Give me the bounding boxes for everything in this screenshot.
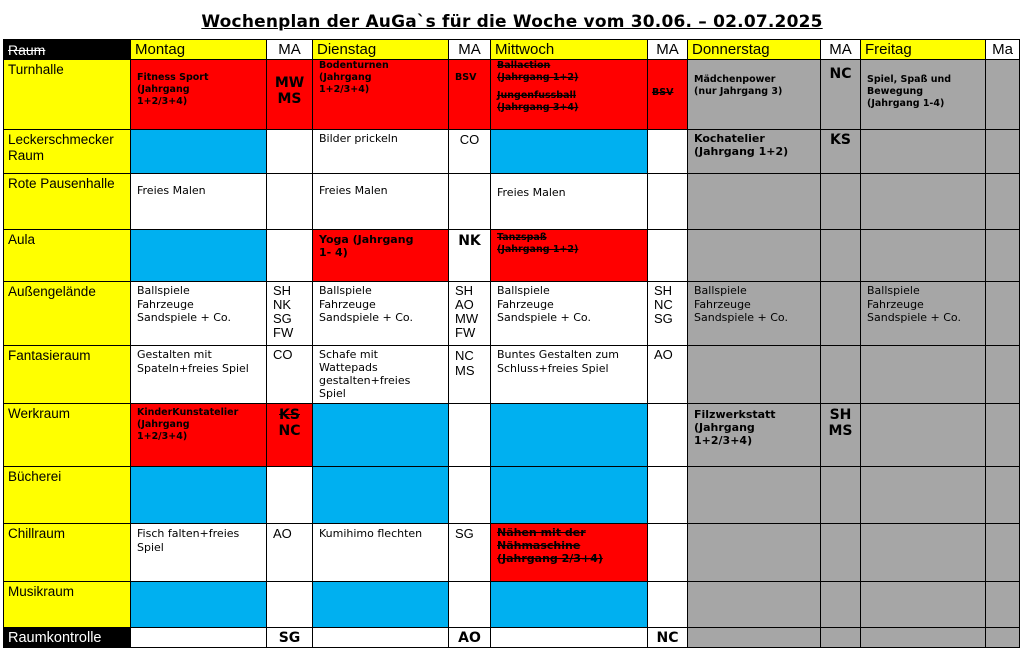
cell-pause-thu-ma <box>821 174 861 230</box>
cell-lecker-tue <box>313 130 449 174</box>
ma-ctl-tue: AO <box>458 629 481 646</box>
cell-chill-thu <box>688 524 821 582</box>
cell-chill-thu-ma <box>821 524 861 582</box>
cell-buch-mon <box>131 467 267 524</box>
ma-werk-mon-nc: NC <box>278 423 301 439</box>
activity-freies-malen-wed: Freies Malen <box>497 186 566 199</box>
cell-musik-tue <box>313 582 449 628</box>
header-ma-wednesday: MA <box>648 40 688 60</box>
activity-ballspiele-fri: Ballspiele Fahrzeuge Sandspiele + Co. <box>867 284 961 324</box>
activity-tanzspass: Tanzspaß (Jahrgang 1+2) <box>497 232 579 255</box>
activity-kinderkunstatelier: KinderKunstatelier (Jahrgang 1+2/3+4) <box>137 407 239 442</box>
row-buecherei <box>4 467 1020 524</box>
ma-chill-tue: SG <box>455 526 474 541</box>
row-aussengelaende <box>4 282 1020 346</box>
cell-fantasie-mon-ma <box>267 346 313 404</box>
cell-chill-tue <box>313 524 449 582</box>
header-room: Raum <box>4 40 131 60</box>
activity-kochatelier: Kochatelier (Jahrgang 1+2) <box>694 132 789 158</box>
cell-ctl-mon <box>131 628 267 648</box>
cell-lecker-thu <box>688 130 821 174</box>
cell-werk-tue-ma <box>449 404 491 467</box>
cell-ctl-thu <box>688 628 821 648</box>
cell-aula-thu <box>688 230 821 282</box>
cell-fantasie-wed <box>491 346 648 404</box>
cell-ctl-thu-ma <box>821 628 861 648</box>
ma-aussen-mon: SH NK SG FW <box>273 283 294 340</box>
activity-buntes-gestalten: Buntes Gestalten zum Schluss+freies Spiel <box>497 348 619 375</box>
cell-turnhalle-mon-ma <box>267 60 313 130</box>
room-aussengelaende: Außengelände <box>4 282 131 346</box>
cell-chill-fri <box>861 524 986 582</box>
cell-werk-wed-ma <box>648 404 688 467</box>
room-buecherei: Bücherei <box>4 467 131 524</box>
cell-pause-fri-ma <box>986 174 1020 230</box>
ma-werk-thu: SH MS <box>828 407 853 439</box>
ma-lecker-tue: CO <box>459 132 480 147</box>
activity-bilder-prickeln: Bilder prickeln <box>319 132 398 145</box>
cell-aussen-tue-ma <box>449 282 491 346</box>
room-werkraum: Werkraum <box>4 404 131 467</box>
cell-pause-mon-ma <box>267 174 313 230</box>
cell-pause-wed <box>491 174 648 230</box>
cell-chill-mon-ma <box>267 524 313 582</box>
ma-turnhalle-mon: MW MS <box>274 75 305 107</box>
row-aula <box>4 230 1020 282</box>
cell-musik-thu <box>688 582 821 628</box>
cell-ctl-fri <box>861 628 986 648</box>
activity-spiel-spass: Spiel, Spaß und Bewegung (Jahrgang 1-4) <box>867 74 952 109</box>
cell-musik-fri <box>861 582 986 628</box>
weekly-plan-table <box>3 39 1020 648</box>
cell-chill-mon <box>131 524 267 582</box>
activity-maedchenpower: Mädchenpower (nur Jahrgang 3) <box>694 74 783 97</box>
cell-werk-wed <box>491 404 648 467</box>
header-day-wednesday: Mittwoch <box>491 40 648 60</box>
ma-chill-mon: AO <box>273 526 292 541</box>
header-day-tuesday: Dienstag <box>313 40 449 60</box>
cell-fantasie-fri <box>861 346 986 404</box>
activity-jungenfussball: Jungenfussball (Jahrgang 3+4) <box>497 90 579 113</box>
cell-aussen-wed-ma <box>648 282 688 346</box>
cell-turnhalle-mon <box>131 60 267 130</box>
cell-ctl-tue-ma <box>449 628 491 648</box>
cell-aussen-fri-ma <box>986 282 1020 346</box>
activity-naehen: Nähen mit der Nähmaschine (Jahrgang 2/3+4) <box>497 526 603 565</box>
ma-aula-tue: NK <box>458 233 481 249</box>
activity-ballspiele-wed: Ballspiele Fahrzeuge Sandspiele + Co. <box>497 284 591 324</box>
header-row <box>4 40 1020 60</box>
cell-werk-fri-ma <box>986 404 1020 467</box>
cell-buch-wed <box>491 467 648 524</box>
cell-fantasie-wed-ma <box>648 346 688 404</box>
room-raumkontrolle: Raumkontrolle <box>4 628 131 648</box>
cell-fantasie-tue <box>313 346 449 404</box>
activity-kumihimo: Kumihimo flechten <box>319 527 423 540</box>
cell-lecker-fri <box>861 130 986 174</box>
cell-aula-mon-ma <box>267 230 313 282</box>
activity-yoga: Yoga (Jahrgang 1- 4) <box>319 233 414 259</box>
cell-ctl-wed-ma <box>648 628 688 648</box>
cell-aussen-thu-ma <box>821 282 861 346</box>
row-musikraum <box>4 582 1020 628</box>
cell-aula-wed <box>491 230 648 282</box>
cell-musik-thu-ma <box>821 582 861 628</box>
cell-aussen-mon-ma <box>267 282 313 346</box>
room-aula: Aula <box>4 230 131 282</box>
cell-aula-thu-ma <box>821 230 861 282</box>
cell-werk-mon-ma <box>267 404 313 467</box>
activity-fitness-sport: Fitness Sport (Jahrgang 1+2/3+4) <box>137 72 209 107</box>
cell-buch-thu <box>688 467 821 524</box>
cell-werk-thu-ma <box>821 404 861 467</box>
ma-aussen-tue: SH AO MW FW <box>455 283 479 340</box>
cell-musik-mon <box>131 582 267 628</box>
cell-lecker-tue-ma <box>449 130 491 174</box>
row-chillraum <box>4 524 1020 582</box>
activity-fisch-falten: Fisch falten+freies Spiel <box>137 527 240 554</box>
page-title: Wochenplan der AuGa`s für die Woche vom 30.06. – 02.07.2025 <box>201 12 823 32</box>
activity-ballspiele-tue: Ballspiele Fahrzeuge Sandspiele + Co. <box>319 284 413 324</box>
cell-lecker-thu-ma <box>821 130 861 174</box>
cell-musik-wed-ma <box>648 582 688 628</box>
cell-aula-fri <box>861 230 986 282</box>
cell-werk-mon <box>131 404 267 467</box>
cell-pause-wed-ma <box>648 174 688 230</box>
cell-fantasie-mon <box>131 346 267 404</box>
room-fantasieraum: Fantasieraum <box>4 346 131 404</box>
cell-turnhalle-tue <box>313 60 449 130</box>
cell-buch-wed-ma <box>648 467 688 524</box>
cell-ctl-tue <box>313 628 449 648</box>
activity-ballaction: Ballaction (Jahrgang 1+2) <box>497 60 579 83</box>
ma-werk-mon-ks: KS <box>279 407 300 423</box>
activity-freies-malen-tue: Freies Malen <box>319 184 388 197</box>
cell-pause-mon <box>131 174 267 230</box>
row-leckerschmecker <box>4 130 1020 174</box>
ma-fantasie-mon: CO <box>273 347 293 362</box>
cell-buch-fri <box>861 467 986 524</box>
row-pausenhalle <box>4 174 1020 230</box>
cell-buch-mon-ma <box>267 467 313 524</box>
ma-fantasie-wed: AO <box>654 347 673 362</box>
room-pausenhalle: Rote Pausenhalle <box>4 174 131 230</box>
row-werkraum <box>4 404 1020 467</box>
cell-aula-tue-ma <box>449 230 491 282</box>
header-day-friday: Freitag <box>861 40 986 60</box>
header-day-monday: Montag <box>131 40 267 60</box>
cell-aussen-thu <box>688 282 821 346</box>
cell-musik-wed <box>491 582 648 628</box>
header-day-thursday: Donnerstag <box>688 40 821 60</box>
cell-fantasie-thu-ma <box>821 346 861 404</box>
cell-lecker-wed <box>491 130 648 174</box>
cell-musik-tue-ma <box>449 582 491 628</box>
ma-lecker-thu: KS <box>830 132 851 148</box>
activity-gestalten-spateln: Gestalten mit Spateln+freies Spiel <box>137 348 249 375</box>
cell-buch-fri-ma <box>986 467 1020 524</box>
room-chillraum: Chillraum <box>4 524 131 582</box>
cell-turnhalle-fri <box>861 60 986 130</box>
cell-ctl-wed <box>491 628 648 648</box>
cell-turnhalle-wed-ma <box>648 60 688 130</box>
cell-fantasie-fri-ma <box>986 346 1020 404</box>
cell-aula-fri-ma <box>986 230 1020 282</box>
cell-aussen-mon <box>131 282 267 346</box>
cell-ctl-fri-ma <box>986 628 1020 648</box>
ma-fantasie-tue: NC MS <box>455 348 475 378</box>
cell-buch-thu-ma <box>821 467 861 524</box>
ma-aussen-wed: SH NC SG <box>654 283 673 326</box>
cell-aussen-tue <box>313 282 449 346</box>
ma-ctl-wed: NC <box>656 629 679 646</box>
cell-pause-tue <box>313 174 449 230</box>
cell-turnhalle-wed <box>491 60 648 130</box>
activity-ballspiele-thu: Ballspiele Fahrzeuge Sandspiele + Co. <box>694 284 788 324</box>
header-ma-friday: Ma <box>986 40 1020 60</box>
activity-bsv: BSV <box>455 72 477 83</box>
cell-ctl-mon-ma <box>267 628 313 648</box>
cell-fantasie-thu <box>688 346 821 404</box>
activity-ballspiele-mon: Ballspiele Fahrzeuge Sandspiele + Co. <box>137 284 231 324</box>
room-musikraum: Musikraum <box>4 582 131 628</box>
header-ma-thursday: MA <box>821 40 861 60</box>
cell-buch-tue <box>313 467 449 524</box>
cell-chill-tue-ma <box>449 524 491 582</box>
activity-bodenturnen: Bodenturnen (Jahrgang 1+2/3+4) <box>319 60 389 95</box>
header-ma-tuesday: MA <box>449 40 491 60</box>
cell-turnhalle-tue-ma <box>449 60 491 130</box>
row-turnhalle <box>4 60 1020 130</box>
cell-turnhalle-thu <box>688 60 821 130</box>
room-leckerschmecker: Leckerschmecker Raum <box>4 130 131 174</box>
cell-pause-tue-ma <box>449 174 491 230</box>
header-ma-monday: MA <box>267 40 313 60</box>
row-raumkontrolle <box>4 628 1020 648</box>
cell-aussen-wed <box>491 282 648 346</box>
cell-lecker-fri-ma <box>986 130 1020 174</box>
activity-schafe: Schafe mit Wattepads gestalten+freies Spiel <box>319 348 411 400</box>
cell-turnhalle-fri-ma <box>986 60 1020 130</box>
cell-aula-mon <box>131 230 267 282</box>
cell-pause-fri <box>861 174 986 230</box>
activity-freies-malen-mon: Freies Malen <box>137 184 206 197</box>
cell-lecker-mon <box>131 130 267 174</box>
cell-werk-tue <box>313 404 449 467</box>
cell-turnhalle-thu-ma <box>821 60 861 130</box>
row-fantasieraum <box>4 346 1020 404</box>
activity-filzwerkstatt: Filzwerkstatt (Jahrgang 1+2/3+4) <box>694 408 776 447</box>
cell-musik-fri-ma <box>986 582 1020 628</box>
cell-aussen-fri <box>861 282 986 346</box>
cell-aula-wed-ma <box>648 230 688 282</box>
cell-werk-thu <box>688 404 821 467</box>
ma-ctl-mon: SG <box>278 629 301 646</box>
cell-fantasie-tue-ma <box>449 346 491 404</box>
cell-chill-wed <box>491 524 648 582</box>
cell-musik-mon-ma <box>267 582 313 628</box>
cell-pause-thu <box>688 174 821 230</box>
cell-lecker-mon-ma <box>267 130 313 174</box>
cell-aula-tue <box>313 230 449 282</box>
cell-chill-wed-ma <box>648 524 688 582</box>
ma-turnhalle-thu: NC <box>829 66 852 82</box>
cell-lecker-wed-ma <box>648 130 688 174</box>
cell-chill-fri-ma <box>986 524 1020 582</box>
cell-buch-tue-ma <box>449 467 491 524</box>
room-turnhalle: Turnhalle <box>4 60 131 130</box>
ma-turnhalle-wed: BSV <box>652 87 674 98</box>
cell-werk-fri <box>861 404 986 467</box>
